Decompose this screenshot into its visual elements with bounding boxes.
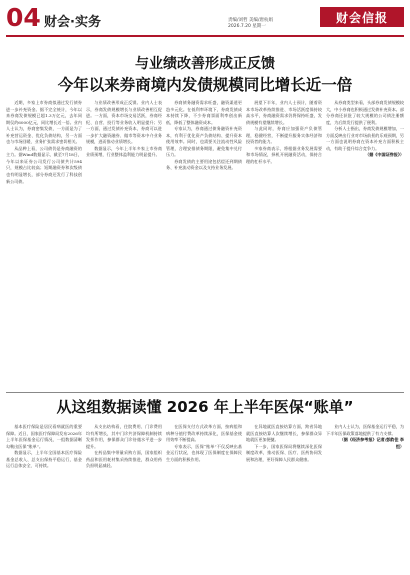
paragraph: 多家券商表示，将根据业务发展需要和市场情况，择机开展融资活动，保持合理的杠杆水平。 (246, 145, 322, 164)
paragraph: 从支出结构看，住院费用、门诊费用均有所增长，其中门诊共济保障机制持续发挥作用，参保群众门诊待遇水平进一步提升。 (86, 424, 162, 449)
paragraph: 在药品集中带量采购方面，国家组织药品和医用耗材集采持续推进，群众用药负担明显减轻。 (86, 450, 162, 469)
article1-column-5 (326, 100, 404, 388)
header-rule (6, 35, 404, 37)
paragraph: 近期，多家上市券商拟通过发行债券进一步补充资金。据不完全统计，今年以来券商发债规模已超1.3万亿元，去年同期仅约6000亿元，同比增长近一倍。业内人士认为，券商密集发债，一方面是为了补充营运资金、优化负债结构，另一方面也与市场回暖、业务扩张需求密切相关。 (6, 100, 82, 145)
paragraph: 从券商类型来看，头部券商发债规模较大，中小券商也积极通过发债补充资本。部分券商还获批了较大规模的公司债注册额度，为后续发行提供了便利。 (326, 100, 404, 125)
article1-column-4 (246, 100, 322, 388)
article1-source: （据《中国证券报》） (365, 152, 404, 158)
article1-column-3 (166, 100, 242, 388)
section-divider (6, 392, 404, 393)
article2-column-1 (6, 424, 82, 572)
paragraph: 数据显示，今年上半年多家上市券商业绩预增，行业整体盈利能力明显提升。 (86, 145, 162, 158)
paragraph: 下一步，国家医保局将继续深化医保制度改革，推动医保、医疗、医药协同发展和治理，更好保障人民群众健康。 (246, 443, 322, 462)
article1-title-line2: 今年以来券商境内发债规模同比增长近一倍 (57, 76, 353, 94)
paragraph: 分析人士指出，券商发债规模增加，一方面反映出行业对市场前景的乐观预期，另一方面也说明券商在资本补充方面积极主动，有助于提升综合竞争力。 (326, 126, 404, 151)
paragraph: 与此同时，券商应加强资产负债管理，稳健经营，不断提升服务实体经济和投资者的能力。 (246, 126, 322, 145)
article2-column-3 (166, 424, 242, 572)
paragraph: 专家表示，医保“账单”不仅反映出基金运行状况，也体现了医保制度在保障民生方面的积极作用。 (166, 443, 242, 462)
page-section-title: 财会·实务 (44, 15, 101, 30)
paragraph: 在医保支付方式改革方面，按病组和病种分值付费改革持续深化，医保基金使用效率不断提高。 (166, 424, 242, 443)
paragraph: 券商债务融资需求旺盛，融资渠道更趋多元化。在低利率环境下，券商发债成本持续下降，不少券商票面利率创出新低，降低了整体融资成本。 (166, 100, 242, 125)
article2-column-4 (246, 424, 322, 572)
article2-title: 从这组数据读懂 2026 年上半年医保“账单” (56, 398, 354, 416)
paragraph: 从品种上看，公司债仍是券商融资的主力。据Wind数据显示，截至7月18日，今年以来证券公司发行公司债共计594只，规模占比较高；短期融资券和次级债也有明显增长，部分券商还发行了科技创新公司债。 (6, 145, 82, 184)
article1-title-line1: 与业绩改善形成正反馈 (135, 56, 275, 72)
article1-column-2 (86, 100, 162, 388)
page-number: 04 (6, 3, 41, 32)
paragraph: 基本医疗保险是居民看病就医的重要保障。近日，国家医疗保障局发布2026年上半年医保基金运行情况，一组数据清晰勾勒出医保“账单”。 (6, 424, 82, 449)
paragraph: 展望下半年，业内人士预计，随着资本市场改革持续推进、市场活跃度保持较高水平，券商融资需求仍将保持旺盛，发债规模有望继续增长。 (246, 100, 322, 125)
article2-source: （据《经济参考报》记者/彭韵佳 李恒） (339, 437, 404, 449)
newspaper-logo: 财会信报 (320, 7, 404, 27)
paragraph: 数据显示，上半年全国基本医疗保险基金总收入、总支出保持平稳运行，基金运行总体安全、可持续。 (6, 450, 82, 469)
editor-info: 责编/刘哲 美编/唐杭娟 (228, 18, 273, 23)
issue-date: 2026.7.20 星期一 (228, 24, 266, 29)
paragraph: 专家认为，券商通过债务融资补充资本，有利于优化资产负债结构、提升资本使用效率。同时，也需要关注流动性风险管理，合理安排债务期限，避免集中兑付压力。 (166, 126, 242, 158)
paragraph: 与业绩改善形成正反馈。业内人士表示，券商发债规模增长与业绩改善相互促进。一方面，资本市场交易活跃，券商经纪、自营、投行等业务收入明显提升；另一方面，通过发债补充资本，券商可以进一步扩大融资融券、做市等资本中介业务规模，进而推动业绩增长。 (86, 100, 162, 145)
paragraph: 在异地就医直接结算方面，跨省异地就医直接结算人次继续增长，参保群众异地就医更加便捷。 (246, 424, 322, 443)
article2-column-2 (86, 424, 162, 572)
article1-column-1 (6, 100, 82, 388)
paragraph: 业内人士认为，医保基金运行平稳，为下半年医保政策落地提供了有力支撑。 (326, 424, 404, 436)
article2-column-5 (326, 424, 404, 572)
page-header (0, 0, 410, 40)
paragraph: 券商发债的主要用途包括偿还到期债务、补充流动资金以及支持业务发展。 (166, 158, 242, 171)
